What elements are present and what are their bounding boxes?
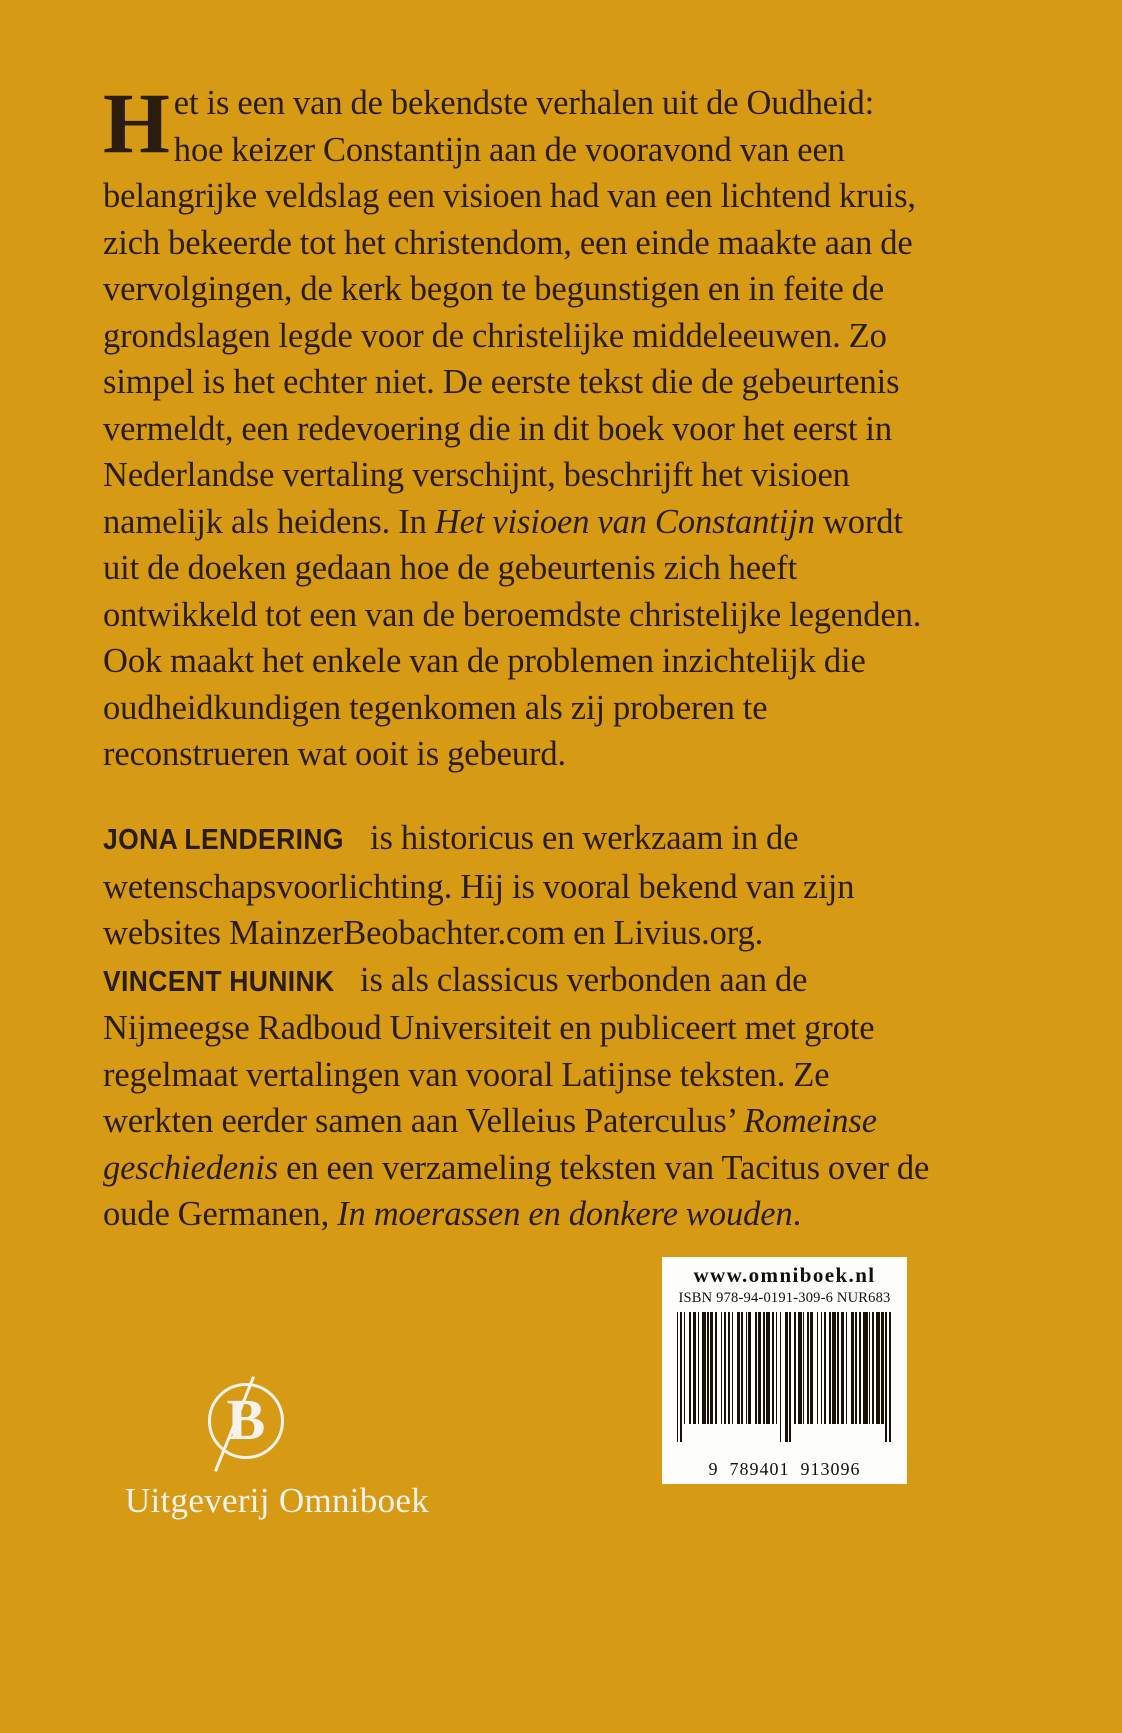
- bio-title-in-moerassen: In moerassen en donkere wouden: [337, 1195, 793, 1233]
- blurb-part-2: wordt uit de doeken gedaan hoe de gebeurtenis zich heeft ontwikkeld tot een van de beroemdste christelijke legenden. Ook maakt het enkele van de problemen inzichtelijk die oudheidkundigen tegenkomen als zij proberen te reconstrueren wat ooit is gebeurd.: [103, 502, 922, 773]
- logo-letter-b: B: [226, 1386, 266, 1452]
- bio-segment-2: is als classicus verbonden aan de Nijmeegse Radboud Universiteit en publiceert met grote regelmaat vertalingen van vooral Latijnse teksten. Ze werkten eerder samen aan Velleius Paterculus’: [103, 960, 875, 1140]
- author-bio: [103, 815, 931, 1238]
- bio-title-romeinse-geschiedenis: Romeinse geschiedenis: [103, 1102, 877, 1187]
- ean13-digits: 9 789401 913096: [708, 1459, 861, 1479]
- bio-segment-4: .: [792, 1195, 802, 1233]
- blurb-text: [103, 75, 931, 778]
- blurb-book-title: Het visioen van Constantijn: [434, 502, 815, 541]
- isbn-nur-line: ISBN 978-94-0191-309-6 NUR683: [678, 1290, 891, 1306]
- barcode-panel: [662, 1257, 907, 1484]
- publisher-logo-block: [112, 1383, 442, 1521]
- publisher-website-url: www.omniboek.nl: [693, 1263, 876, 1287]
- publisher-name: Uitgeverij Omniboek: [124, 1481, 430, 1520]
- blurb-part-1: et is een van de bekendste verhalen uit de Oudheid: hoe keizer Constantijn aan de vooravond van een belangrijke veldslag een visioen had van een lichtend kruis, zich bekeerde tot het christendom, een einde maakte aan de vervolgingen, de kerk begon te begunstigen en in feite de grondslagen legde voor de christelijke middeleeuwen. Zo simpel is het echter niet. De eerste tekst die de gebeurtenis vermeldt, een redevoering die in dit boek voor het eerst in Nederlandse vertaling verschijnt, beschrijft het visioen namelijk als heidens. In: [103, 84, 916, 541]
- drop-cap: H: [103, 75, 170, 171]
- author-name-jona-lendering: JONA LENDERING: [103, 824, 344, 856]
- ean13-barcode-image: [677, 1312, 892, 1442]
- bio-segment-3: en een verzameling teksten van Tacitus over de oude Germanen,: [103, 1148, 930, 1233]
- bio-text: [103, 815, 931, 1238]
- author-name-vincent-hunink: VINCENT HUNINK: [103, 965, 335, 998]
- bio-segment-1: is historicus en werkzaam in de wetenschapsvoorlichting. Hij is vooral bekend van zijn websites MainzerBeobachter.com en Livius.org.: [103, 819, 855, 952]
- blurb-paragraph: [103, 75, 931, 778]
- omniboek-circle-b-icon: [208, 1383, 284, 1459]
